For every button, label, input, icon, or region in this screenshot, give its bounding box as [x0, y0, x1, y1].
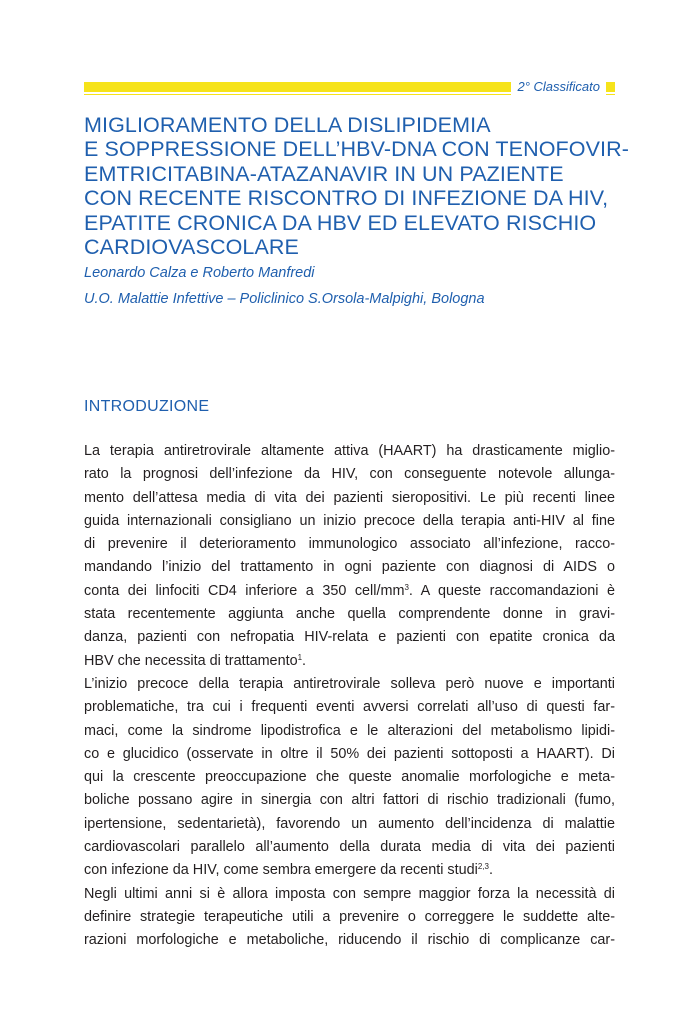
body-line	[84, 859, 615, 882]
body-line-text: stata recentemente aggiunta anche quella comprendente donne in gravi-	[84, 606, 615, 623]
body-line-text: definire strategie terapeutiche utili a prevenire o correggere le suddette alte-	[84, 908, 615, 925]
body-line-text: La terapia antiretrovirale altamente attiva (HAART) ha drasticamente miglio-	[84, 443, 615, 459]
body-line	[84, 650, 615, 673]
body-line	[84, 929, 615, 952]
body-line-text: ipertensione, sedentarietà), favorendo un aumento dell’incidenza di malattie	[84, 815, 615, 832]
body-line-text: rato la prognosi dell’infezione da HIV, con conseguente notevole allunga-	[84, 466, 615, 483]
reference-superscript: 1	[297, 652, 303, 662]
article-title	[84, 113, 630, 260]
body-line	[84, 906, 615, 929]
body-line-text: mandando l’inizio del trattamento in ogni paziente con diagnosi di AIDS o	[84, 559, 615, 576]
body-line	[84, 696, 615, 719]
title-line: EMTRICITABINA-ATAZANAVIR IN UN PAZIENTE	[84, 161, 564, 186]
body-line-text: Negli ultimi anni si è allora imposta con sempre maggior forza la necessità di	[84, 885, 615, 902]
title-line: EPATITE CRONICA DA HBV ED ELEVATO RISCHIO	[84, 210, 597, 235]
title-line: CON RECENTE RISCONTRO DI INFEZIONE DA HIV,	[84, 186, 609, 211]
body-line	[84, 720, 615, 743]
body-line-text: . A queste raccomandazioni è	[408, 582, 615, 599]
title-line: CARDIOVASCOLARE	[84, 235, 299, 260]
body-line	[84, 603, 615, 626]
authors: Leonardo Calza e Roberto Manfredi	[84, 265, 315, 281]
body-line-text: .	[488, 862, 493, 879]
body-line	[84, 836, 615, 859]
body-line	[84, 883, 615, 906]
body-line-text: HBV che necessita di trattamento	[84, 652, 298, 669]
body-line-text: razioni morfologiche e metaboliche, riducendo il rischio di complicanze car-	[84, 932, 615, 949]
title-line: MIGLIORAMENTO DELLA DISLIPIDEMIA	[84, 113, 491, 137]
body-text	[84, 440, 615, 953]
body-line-text: maci, come la sindrome lipodistrofica e le alterazioni del metabolismo lipidi-	[84, 722, 615, 739]
body-line	[84, 580, 615, 603]
body-line-text: co e glucidico (osservate in oltre il 50% dei pazienti sottoposti a HAART). Di	[84, 745, 615, 762]
body-line	[84, 533, 615, 556]
body-line	[84, 789, 615, 812]
body-line-text: mento dell’attesa media di vita dei pazienti sieropositivi. Le più recenti linee	[84, 489, 615, 506]
banner-label: 2° Classificato	[511, 79, 606, 95]
reference-superscript: 2,3	[477, 862, 489, 872]
body-line-text: boliche possano agire in sinergia con altri fattori di rischio tradizionali (fumo,	[84, 792, 615, 809]
body-line-text: L’inizio precoce della terapia antiretrovirale solleva però nuove e importanti	[84, 675, 615, 692]
body-line	[84, 440, 615, 463]
body-line	[84, 766, 615, 789]
reference-superscript: 3	[404, 582, 409, 592]
body-line	[84, 556, 615, 579]
body-line-text: .	[302, 652, 307, 669]
body-line-text: qui la crescente preoccupazione che queste anomalie morfologiche e meta-	[84, 769, 615, 786]
body-line-text: con infezione da HIV, come sembra emergere da recenti studi	[84, 862, 478, 879]
body-line	[84, 463, 615, 486]
body-line-text: conta dei linfociti CD4 inferiore a 350 cell/mm	[84, 582, 405, 599]
section-heading: INTRODUZIONE	[84, 398, 210, 415]
body-line	[84, 813, 615, 836]
affiliation: U.O. Malattie Infettive – Policlinico S.Orsola-Malpighi, Bologna	[84, 291, 485, 307]
body-line	[84, 487, 615, 510]
body-line-text: di prevenire il deterioramento immunologico associato all’infezione, racco-	[84, 536, 615, 553]
body-line	[84, 673, 615, 696]
body-line	[84, 626, 615, 649]
body-line	[84, 510, 615, 533]
body-line-text: danza, pazienti con nefropatia HIV-relata e pazienti con epatite cronica da	[84, 629, 615, 646]
body-line	[84, 743, 615, 766]
body-line-text: problematiche, tra cui i frequenti eventi avversi correlati all’uso di questi far-	[84, 699, 615, 716]
title-line: E SOPPRESSIONE DELL’HBV-DNA CON TENOFOVIR-	[84, 137, 630, 162]
section-banner	[84, 79, 615, 95]
body-line-text: guida internazionali consigliano un inizio precoce della terapia anti-HIV al fine	[84, 512, 615, 529]
body-line-text: cardiovascolari parallelo all’aumento della durata media di vita dei pazienti	[84, 839, 615, 856]
